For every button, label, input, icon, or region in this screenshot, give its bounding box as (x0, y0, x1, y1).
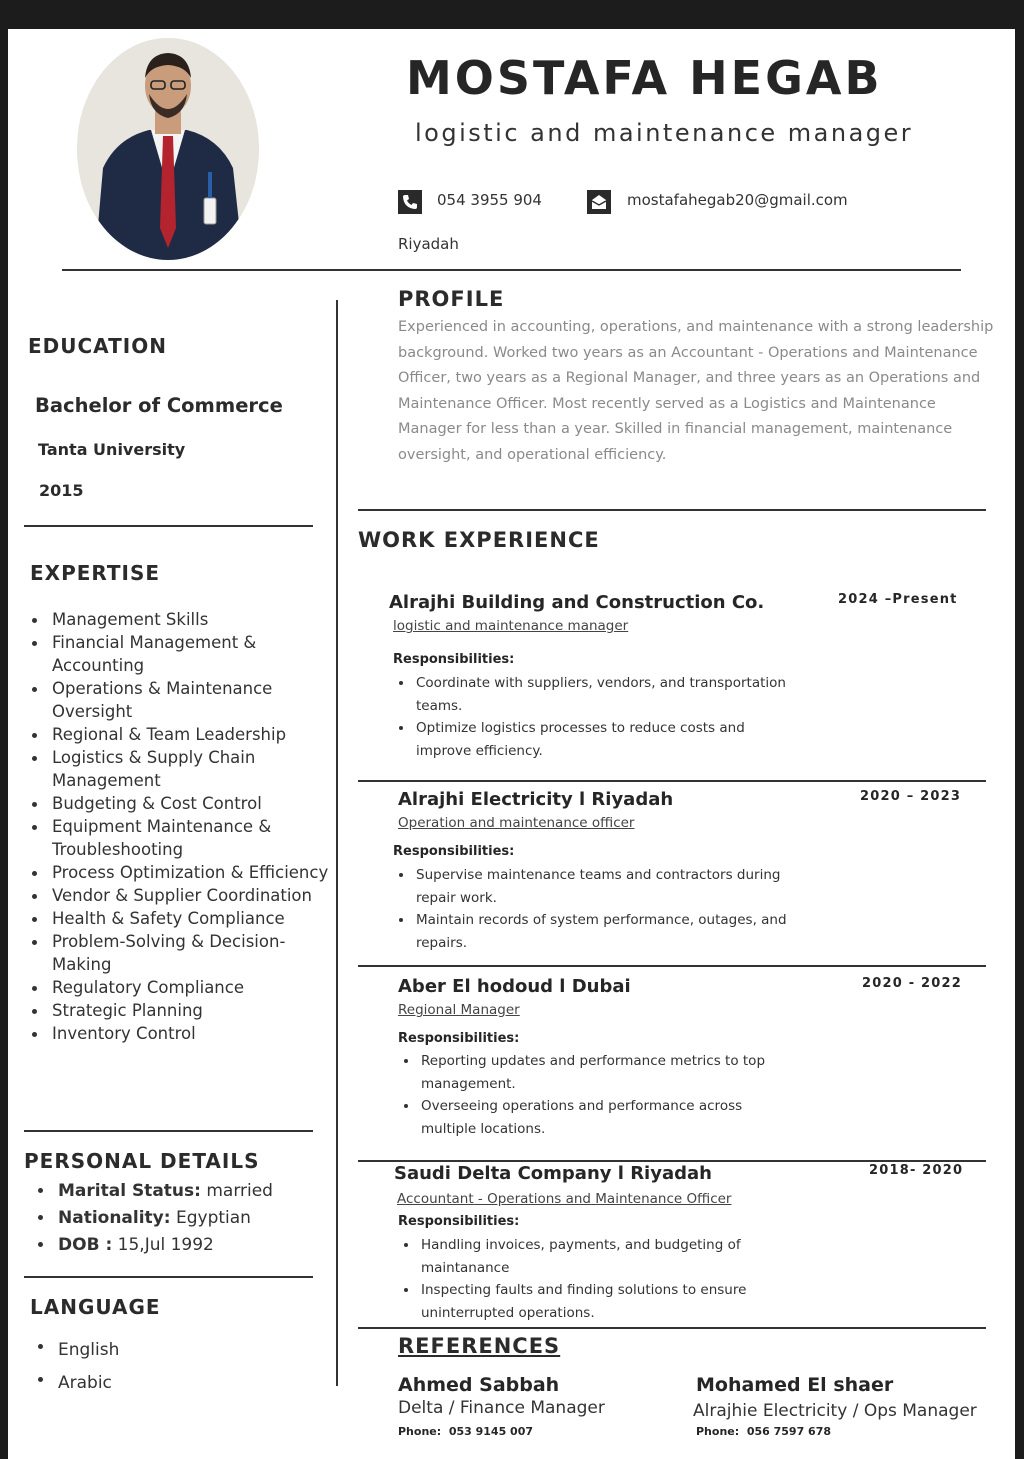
expertise-item: Management Skills (30, 608, 330, 631)
expertise-item: Vendor & Supplier Coordination (30, 884, 330, 907)
reference-phone (398, 1425, 533, 1438)
reference-name: Mohamed El shaer (696, 1374, 894, 1396)
profile-heading: PROFILE (398, 287, 505, 311)
personal-heading: PERSONAL DETAILS (24, 1149, 260, 1173)
expertise-divider (24, 1130, 313, 1132)
job-title-link: Regional Manager (398, 1002, 520, 1018)
profile-photo (77, 38, 259, 260)
reference-phone-label: Phone: (696, 1425, 740, 1438)
profile-divider (358, 509, 986, 511)
job-divider (358, 1160, 986, 1162)
language-item: Arabic (36, 1367, 236, 1400)
expertise-item: Equipment Maintenance & Troubleshooting (30, 815, 330, 861)
education-heading: EDUCATION (28, 334, 167, 358)
reference-phone (696, 1425, 831, 1438)
expertise-item: Regulatory Compliance (30, 976, 330, 999)
responsibilities-label: Responsibilities: (393, 652, 515, 667)
job-dates: 2020 – 2023 (860, 789, 962, 804)
reference-phone-label: Phone: (398, 1425, 442, 1438)
education-degree: Bachelor of Commerce (35, 394, 283, 417)
nationality (36, 1205, 336, 1232)
job-bullets (393, 672, 793, 762)
personal-details-list (36, 1178, 336, 1259)
job-title-link: logistic and maintenance manager (393, 618, 629, 634)
reference-role: Delta / Finance Manager (398, 1398, 605, 1418)
phone-number: 054 3955 904 (437, 191, 542, 209)
full-name: MOSTAFA HEGAB (406, 51, 883, 105)
expertise-heading: EXPERTISE (30, 561, 161, 585)
job-divider (358, 965, 986, 967)
references-heading: REFERENCES (398, 1334, 561, 1358)
responsibilities-label: Responsibilities: (398, 1214, 520, 1229)
email-address: mostafahegab20@gmail.com (627, 191, 848, 209)
job-bullet: Maintain records of system performance, outages, and repairs. (393, 909, 793, 954)
language-heading: LANGUAGE (30, 1295, 161, 1319)
job-bullet: Overseeing operations and performance across multiple locations. (398, 1095, 798, 1140)
language-list (36, 1334, 236, 1400)
expertise-item: Strategic Planning (30, 999, 330, 1022)
job-bullets (398, 1050, 798, 1140)
expertise-item: Problem-Solving & Decision-Making (30, 930, 330, 976)
dob-value: 15,Jul 1992 (117, 1235, 214, 1255)
reference-phone-value: 056 7597 678 (746, 1425, 832, 1438)
expertise-item: Financial Management & Accounting (30, 631, 330, 677)
job-bullets (398, 1234, 798, 1324)
job-company: Alrajhi Building and Construction Co. (389, 592, 765, 613)
job-bullets (393, 864, 793, 954)
responsibilities-label: Responsibilities: (398, 1031, 520, 1046)
job-divider (358, 1327, 986, 1329)
job-bullet: Handling invoices, payments, and budgeting of maintanance (398, 1234, 798, 1279)
job-dates: 2024 –Present (838, 592, 958, 607)
dob-label: DOB : (58, 1235, 113, 1255)
reference-phone-value: 053 9145 007 (448, 1425, 534, 1438)
marital-status-value: married (206, 1181, 273, 1201)
expertise-item: Budgeting & Cost Control (30, 792, 330, 815)
job-entry (398, 976, 978, 1156)
profile-summary: Experienced in accounting, operations, and maintenance with a strong leadership background. Worked two years as an Accountant - Operations and Maintenance Officer, two years as a Regional Manager, and three years as an Operations and Maintenance Officer. Most recently served as a Logistics and Maintenance Manager for less than a year. Skilled in financial management, maintenance oversight, and operational efficiency. (398, 319, 994, 463)
marital-status-label: Marital Status: (58, 1181, 201, 1201)
expertise-item: Operations & Maintenance Oversight (30, 677, 330, 723)
expertise-list (30, 608, 330, 1045)
job-entry (394, 1163, 974, 1333)
job-dates: 2020 - 2022 (862, 976, 963, 991)
personal-divider (24, 1276, 313, 1278)
job-divider (358, 780, 986, 782)
job-company: Alrajhi Electricity l Riyadah (398, 789, 674, 810)
education-school: Tanta University (38, 440, 186, 459)
email-icon (587, 190, 611, 214)
job-title-link: Accountant - Operations and Maintenance Officer (397, 1191, 732, 1207)
header-divider (62, 269, 961, 271)
job-bullet: Coordinate with suppliers, vendors, and transportation teams. (393, 672, 793, 717)
portrait-illustration (77, 38, 259, 260)
job-company: Saudi Delta Company l Riyadah (394, 1163, 712, 1184)
job-bullet: Inspecting faults and finding solutions to ensure uninterrupted operations. (398, 1279, 798, 1324)
job-entry (393, 789, 978, 969)
expertise-item: Health & Safety Compliance (30, 907, 330, 930)
job-bullet: Reporting updates and performance metrics to top management. (398, 1050, 798, 1095)
column-divider (336, 300, 338, 1386)
experience-heading: WORK EXPERIENCE (358, 528, 600, 552)
job-dates: 2018- 2020 (869, 1163, 964, 1178)
marital-status (36, 1178, 336, 1205)
expertise-item: Regional & Team Leadership (30, 723, 330, 746)
job-bullet: Optimize logistics processes to reduce costs and improve efficiency. (393, 717, 793, 762)
date-of-birth (36, 1232, 336, 1259)
job-title: logistic and maintenance manager (415, 119, 914, 147)
education-divider (24, 525, 313, 527)
phone-icon (398, 190, 422, 214)
job-company: Aber El hodoud l Dubai (398, 976, 631, 997)
reference-name: Ahmed Sabbah (398, 1374, 560, 1396)
resume-page (8, 29, 1015, 1459)
language-item: English (36, 1334, 236, 1367)
location: Riyadah (398, 235, 459, 253)
reference-role: Alrajhie Electricity / Ops Manager (693, 1401, 977, 1421)
responsibilities-label: Responsibilities: (393, 844, 515, 859)
nationality-value: Egyptian (175, 1208, 251, 1228)
expertise-item: Process Optimization & Efficiency (30, 861, 330, 884)
nationality-label: Nationality: (58, 1208, 171, 1228)
job-bullet: Supervise maintenance teams and contractors during repair work. (393, 864, 793, 909)
education-year: 2015 (39, 481, 84, 500)
job-entry (389, 592, 969, 772)
expertise-item: Inventory Control (30, 1022, 330, 1045)
job-title-link: Operation and maintenance officer (398, 815, 635, 831)
expertise-item: Logistics & Supply Chain Management (30, 746, 330, 792)
